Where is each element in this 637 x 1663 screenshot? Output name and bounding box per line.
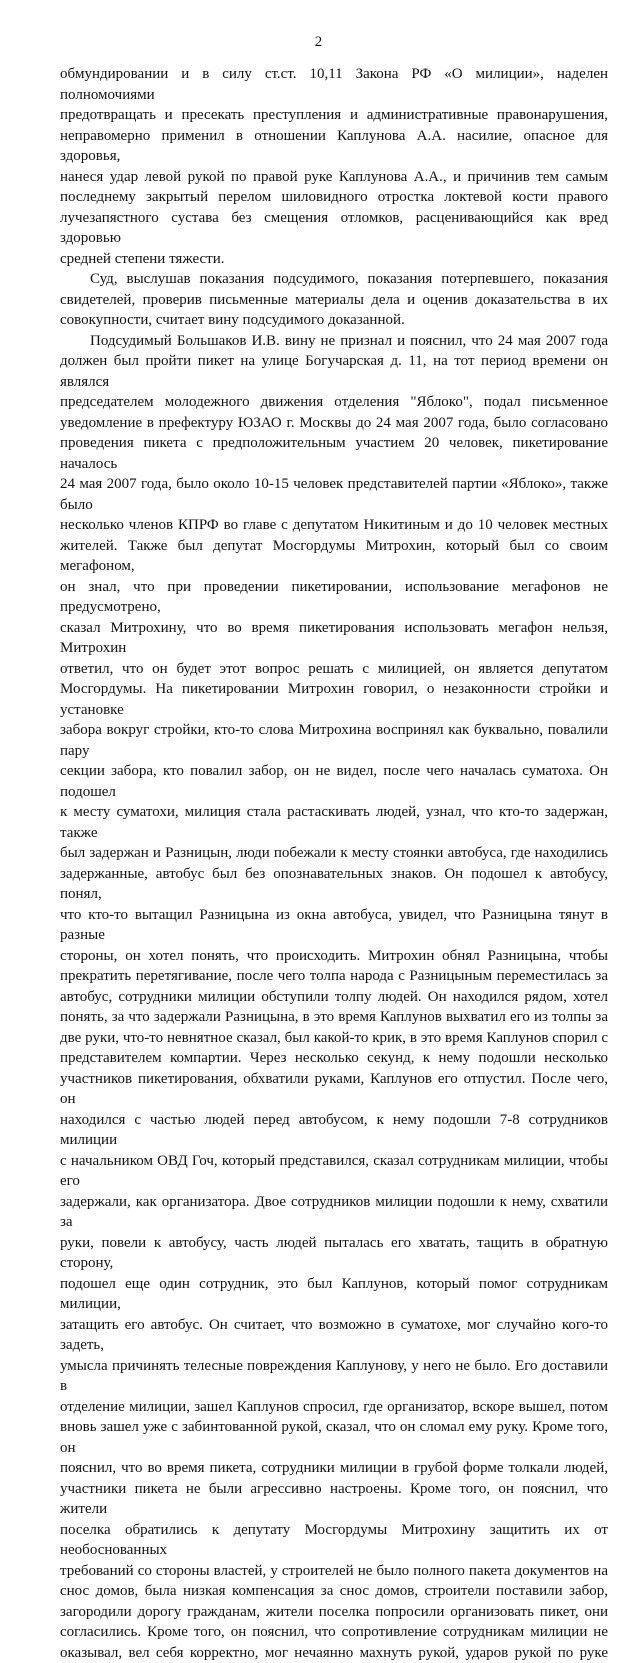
text-line: руки, повели к автобусу, часть людей пыталась его хватать, тащить в обратную сторону, — [60, 1233, 608, 1274]
text-line: автобус, сотрудники милиции обступили толпу людей. Он находился рядом, хотел — [60, 987, 608, 1008]
text-line: прекратить перетягивание, после чего толпа народа с Разницыным переместилась за — [60, 966, 608, 987]
text-line: предотвращать и пресекать преступления и административные правонарушения, — [60, 105, 608, 126]
text-line: последнему закрытый перелом шиловидного отростка локтевой кости правого — [60, 187, 608, 208]
text-line: проведения пикета с предположительным участием 20 человек, пикетирование началось — [60, 433, 608, 474]
text-line: вновь зашел уже с забинтованной рукой, сказал, что он сломал ему руку. Кроме того, он — [60, 1417, 608, 1458]
text-line: пояснил, что во время пикета, сотрудники милиции в грубой форме толкали людей, — [60, 1458, 608, 1479]
text-line: участники пикета не были агрессивно настроены. Кроме того, он пояснил, что жители — [60, 1479, 608, 1520]
text-line: свидетелей, проверив письменные материалы дела и оценив доказательства в их — [60, 290, 608, 311]
text-line: две руки, что-то невнятное сказал, был какой-то крик, в это время Каплунов спорил с — [60, 1028, 608, 1049]
text-line: секции забора, кто повалил забор, он не видел, после чего началась суматоха. Он подошел — [60, 761, 608, 802]
text-line: лучезапястного сустава без смещения отломков, расценивающийся как вред здоровью — [60, 208, 608, 249]
text-line: неправомерно применил в отношении Каплунова А.А. насилие, опасное для здоровья, — [60, 126, 608, 167]
text-line: Подсудимый Большаков И.В. вину не признал и пояснил, что 24 мая 2007 года — [60, 331, 608, 352]
page-number: 2 — [0, 34, 637, 51]
text-line: участников пикетирования, обхватили руками, Каплунов его отпустил. После чего, он — [60, 1069, 608, 1110]
text-line: отделение милиции, зашел Каплунов спросил, где организатор, вскоре вышел, потом — [60, 1397, 608, 1418]
text-line: председателем молодежного движения отделения "Яблоко", подал письменное — [60, 392, 608, 413]
text-line: подошел еще один сотрудник, это был Каплунов, который помог сотрудникам милиции, — [60, 1274, 608, 1315]
text-line: сказал Митрохину, что во время пикетирования использовать мегафон нельзя, Митрохин — [60, 618, 608, 659]
text-line: представителем компартии. Через несколько секунд, к нему подошли несколько — [60, 1048, 608, 1069]
text-line: задержанные, автобус был без опознавательных знаков. Он подошел к автобусу, понял, — [60, 864, 608, 905]
text-line: нанеся удар левой рукой по правой руке Каплунова А.А., и причинив тем самым — [60, 167, 608, 188]
text-line: затащить его автобус. Он считает, что возможно в суматохе, мог случайно кого-то задеть, — [60, 1315, 608, 1356]
text-line: несколько членов КПРФ во главе с депутатом Никитиным и до 10 человек местных — [60, 515, 608, 536]
text-line: загородили дорогу гражданам, жители поселка попросили организовать пикет, они — [60, 1602, 608, 1623]
text-line: должен был пройти пикет на улице Богучарская д. 11, на тот период времени он являлся — [60, 351, 608, 392]
text-line: понять, за что задержали Разницына, в это время Каплунов выхватил его из толпы за — [60, 1007, 608, 1028]
text-line: он знал, что при проведении пикетировании, использование мегафонов не предусмотрено, — [60, 577, 608, 618]
text-line: совокупности, считает вину подсудимого доказанной. — [60, 310, 608, 331]
text-line: жителей. Также был депутат Мосгордумы Митрохин, который был со своим мегафоном, — [60, 536, 608, 577]
text-line: поселка обратились к депутату Мосгордумы Митрохину защитить их от необоснованных — [60, 1520, 608, 1561]
text-line: с начальником ОВД Гоч, который представился, сказал сотрудникам милиции, чтобы его — [60, 1151, 608, 1192]
text-line: находился с частью людей перед автобусом, к нему подошли 7-8 сотрудников милиции — [60, 1110, 608, 1151]
text-line: Мосгордумы. На пикетировании Митрохин говорил, о незаконности стройки и установке — [60, 679, 608, 720]
text-line: снос домов, была низкая компенсация за снос домов, строители поставили забор, — [60, 1581, 608, 1602]
text-line: был задержан и Разницын, люди побежали к месту стоянки автобуса, где находились — [60, 843, 608, 864]
text-line: задержали, как организатора. Двое сотрудников милиции подошли к нему, схватили за — [60, 1192, 608, 1233]
text-line: что кто-то вытащил Разницына из окна автобуса, увидел, что Разницына тянут в разные — [60, 905, 608, 946]
text-line: согласились. Кроме того, он пояснил, что сопротивление сотрудникам милиции не — [60, 1622, 608, 1643]
text-line: 24 мая 2007 года, было около 10-15 человек представителей партии «Яблоко», также было — [60, 474, 608, 515]
text-line: умысла причинять телесные повреждения Каплунову, у него не было. Его доставили в — [60, 1356, 608, 1397]
text-line: Суд, выслушав показания подсудимого, показания потерпевшего, показания — [60, 269, 608, 290]
text-line: забора вокруг стройки, кто-то слова Митрохина воспринял как буквально, повалили пару — [60, 720, 608, 761]
text-line: уведомление в префектуру ЮЗАО г. Москвы до 24 мая 2007 года, было согласовано — [60, 413, 608, 434]
body-text — [60, 64, 608, 1663]
text-line: стороны, он хотел понять, что происходить. Митрохин обнял Разницына, чтобы — [60, 946, 608, 967]
text-line: оказывал, вел себя корректно, мог нечаянно махнуть рукой, ударов рукой по руке — [60, 1643, 608, 1663]
text-line: средней степени тяжести. — [60, 249, 608, 270]
text-line: ответил, что он будет этот вопрос решать с милицией, он является депутатом — [60, 659, 608, 680]
text-line: требований со стороны властей, у строителей не было полного пакета документов на — [60, 1561, 608, 1582]
text-line: обмундировании и в силу ст.ст. 10,11 Закона РФ «О милиции», наделен полномочиями — [60, 64, 608, 105]
text-line: к месту суматохи, милиция стала растаскивать людей, узнал, что кто-то задержан, также — [60, 802, 608, 843]
